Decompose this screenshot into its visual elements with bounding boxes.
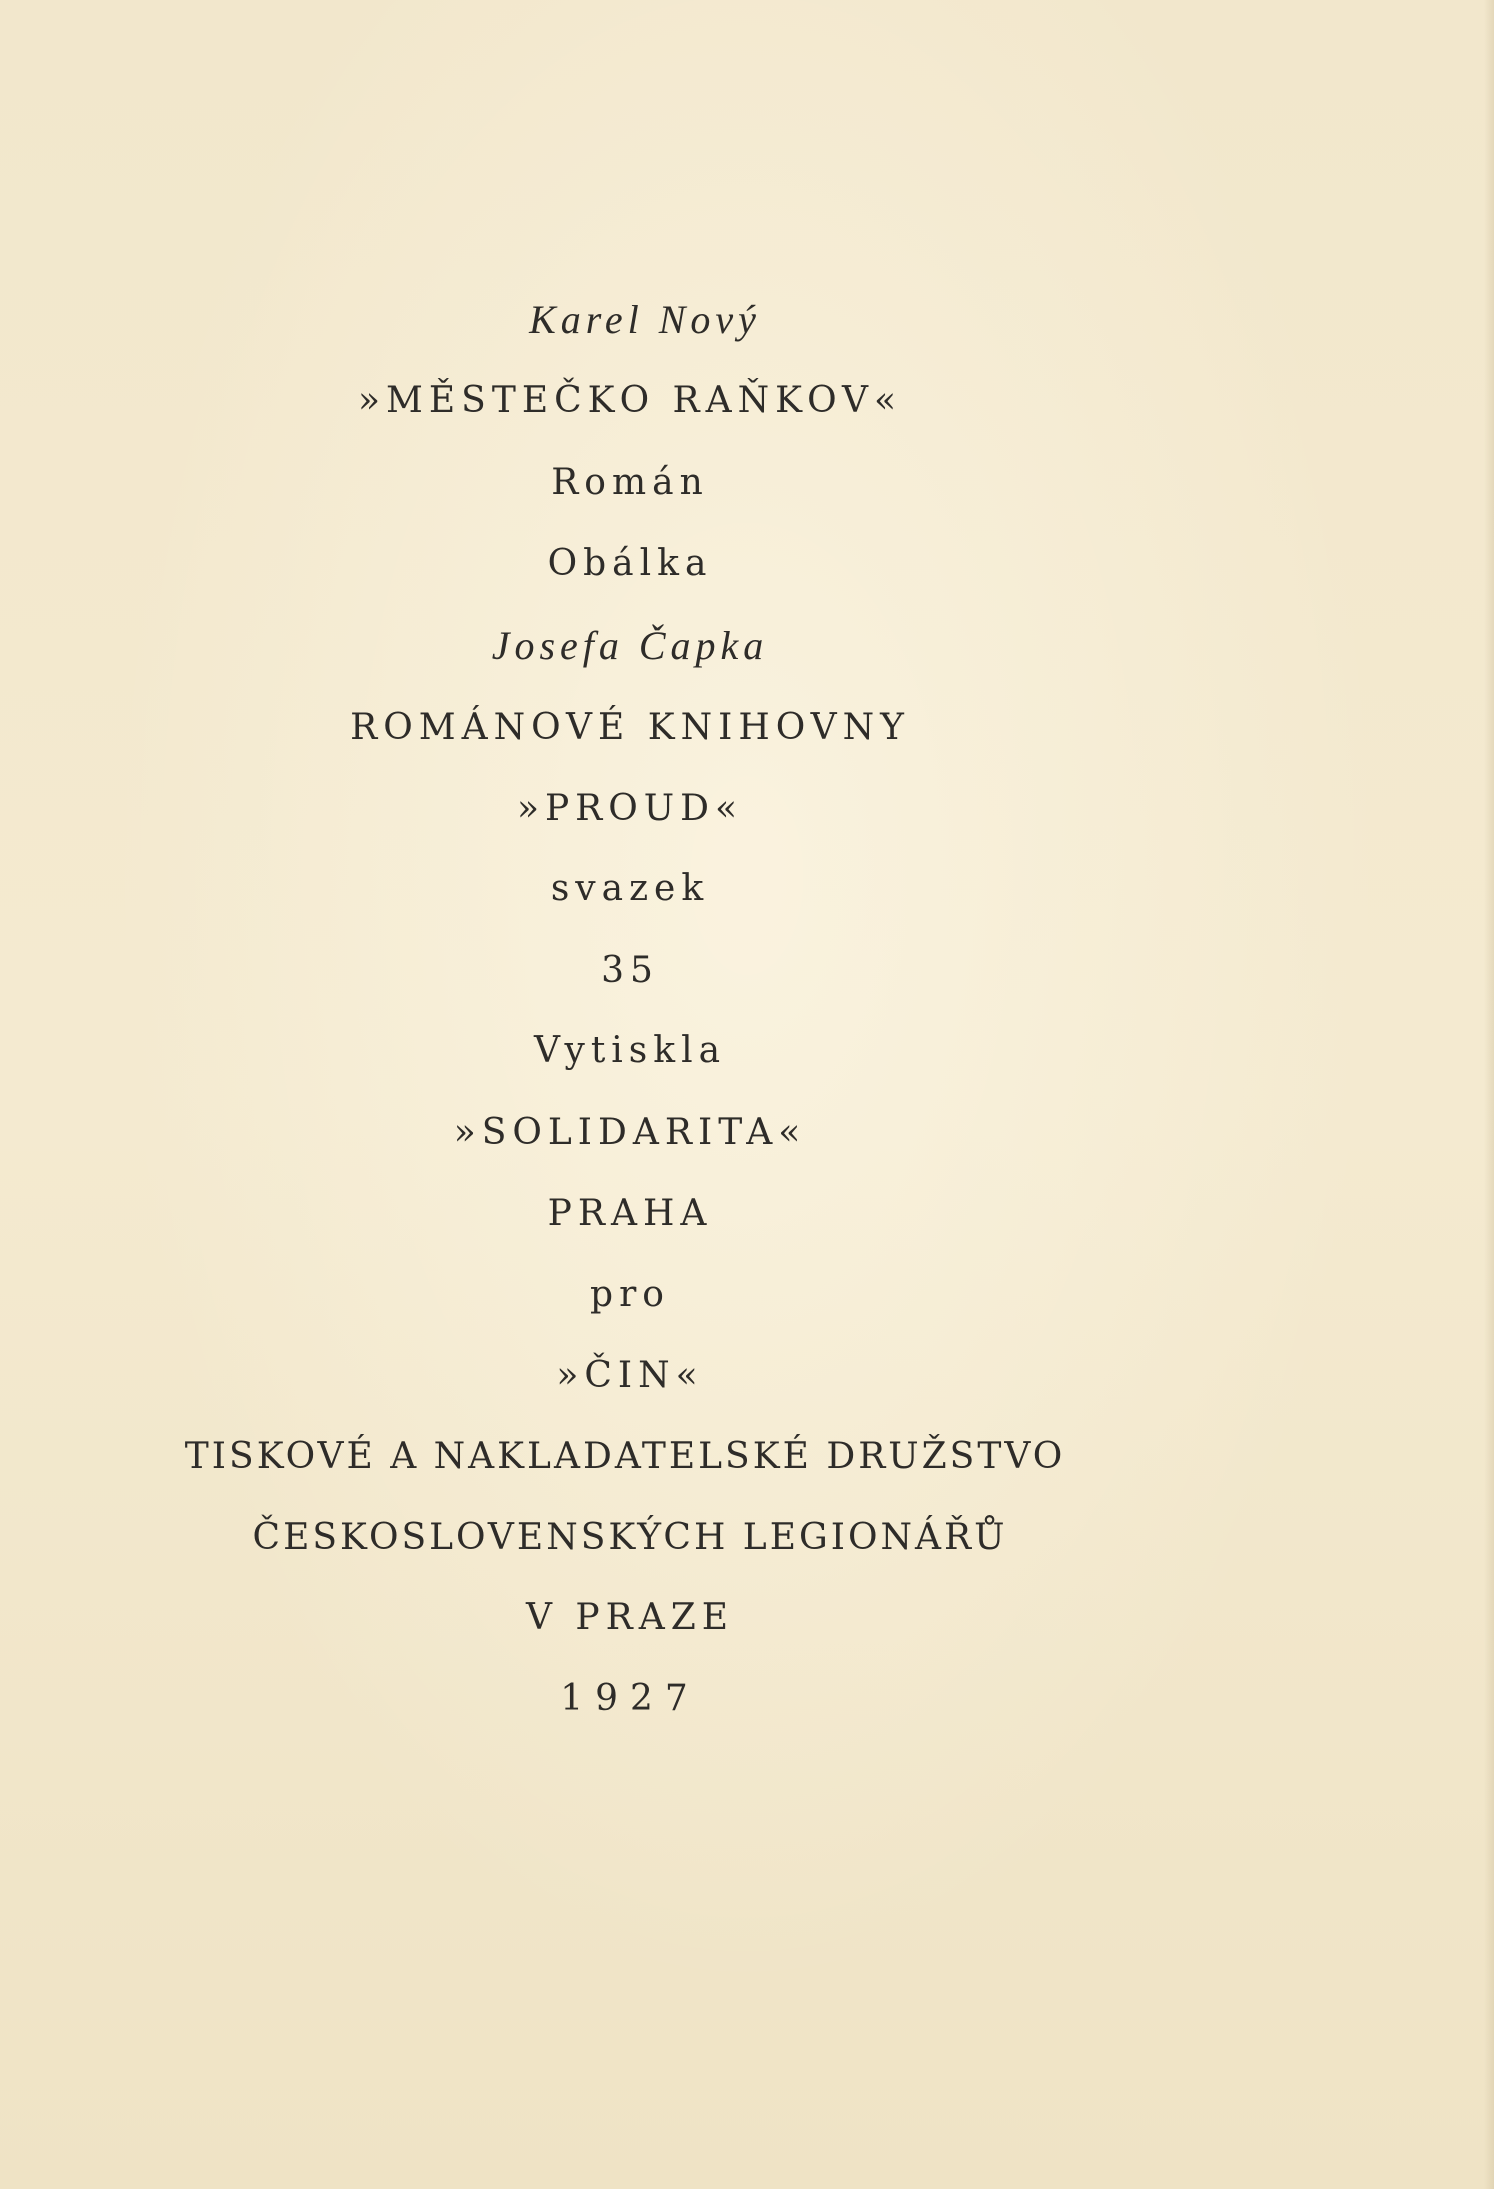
publisher-city: V PRAZE bbox=[525, 1597, 735, 1638]
volume-number: 35 bbox=[601, 950, 659, 991]
for-label: pro bbox=[590, 1274, 670, 1315]
publisher-description-line-2: ČESKOSLOVENSKÝCH LEGIONÁŘŮ bbox=[252, 1517, 1008, 1558]
printed-by-label: Vytiskla bbox=[533, 1030, 727, 1071]
book-title: »MĚSTEČKO RAŇKOV« bbox=[358, 380, 902, 421]
genre-label: Román bbox=[551, 462, 709, 503]
cover-artist: Josefa Čapka bbox=[491, 623, 769, 668]
publication-year: 1927 bbox=[560, 1678, 700, 1719]
series-name: »PROUD« bbox=[516, 788, 744, 829]
cover-label: Obálka bbox=[547, 543, 713, 584]
page-edge-shadow bbox=[1484, 0, 1494, 2189]
printer-name: »SOLIDARITA« bbox=[453, 1112, 807, 1153]
series-label: ROMÁNOVÉ KNIHOVNY bbox=[350, 707, 910, 748]
volume-label: svazek bbox=[550, 868, 710, 909]
printer-city: PRAHA bbox=[547, 1193, 713, 1234]
publisher-description-line-1: TISKOVÉ A NAKLADATELSKÉ DRUŽSTVO bbox=[184, 1436, 1066, 1477]
publisher-name: »ČIN« bbox=[556, 1355, 704, 1396]
author-name: Karel Nový bbox=[529, 297, 761, 342]
